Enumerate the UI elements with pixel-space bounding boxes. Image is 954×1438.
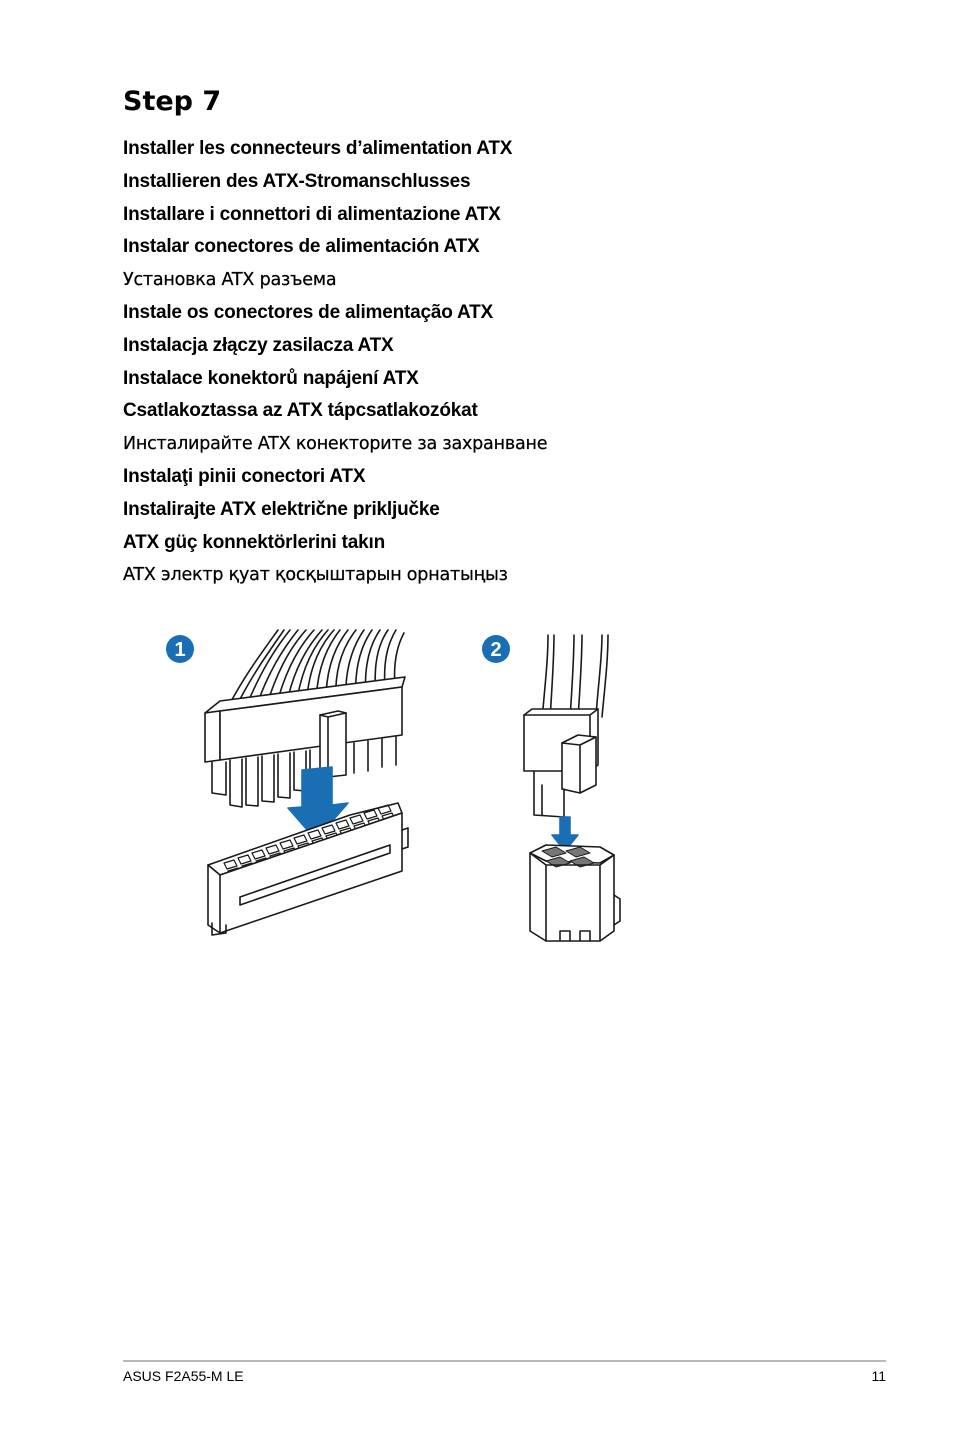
step-badge-1 [166,635,194,663]
line-bulgarian: Инсталирайте ATX конекторите за захранване [123,434,548,455]
line-spanish: Instalar conectores de alimentación ATX [123,236,480,258]
header-4pin [530,845,620,941]
badge-1-number: 1 [174,639,186,661]
line-portuguese: Instale os conectores de alimentação ATX [123,301,494,323]
instruction-lines [123,136,547,595]
line-romanian: Instalaţi pinii conectori ATX [123,465,366,487]
line-italian: Installare i connettori di alimentazione ATX [123,203,501,225]
footer-product-name: ASUS F2A55-M LE [123,1368,244,1384]
line-turkish: ATX güç konnektörlerini takın [123,531,385,553]
plug-4pin [524,635,608,851]
line-kazakh: ATX электр қуат қосқыштарын орнатыңыз [123,565,508,586]
footer-page-number: 11 [871,1368,886,1384]
badge-2-number: 2 [490,639,502,661]
step-badge-2 [482,635,510,663]
line-polish: Instalacja złączy zasilacza ATX [123,334,394,356]
atx-connector-illustration [150,625,640,955]
line-czech: Instalace konektorů napájení ATX [123,367,419,389]
line-german: Installieren des ATX-Stromanschlusses [123,170,471,192]
footer-rule [123,1360,886,1362]
line-hungarian: Csatlakoztassa az ATX tápcsatlakozókat [123,400,478,422]
page-title: Step 7 [123,86,222,117]
line-russian: Установка ATX разъема [123,270,337,291]
line-serbian: Instalirajte ATX električne priključke [123,498,440,520]
line-french: Installer les connecteurs d’alimentation ATX [123,138,513,159]
